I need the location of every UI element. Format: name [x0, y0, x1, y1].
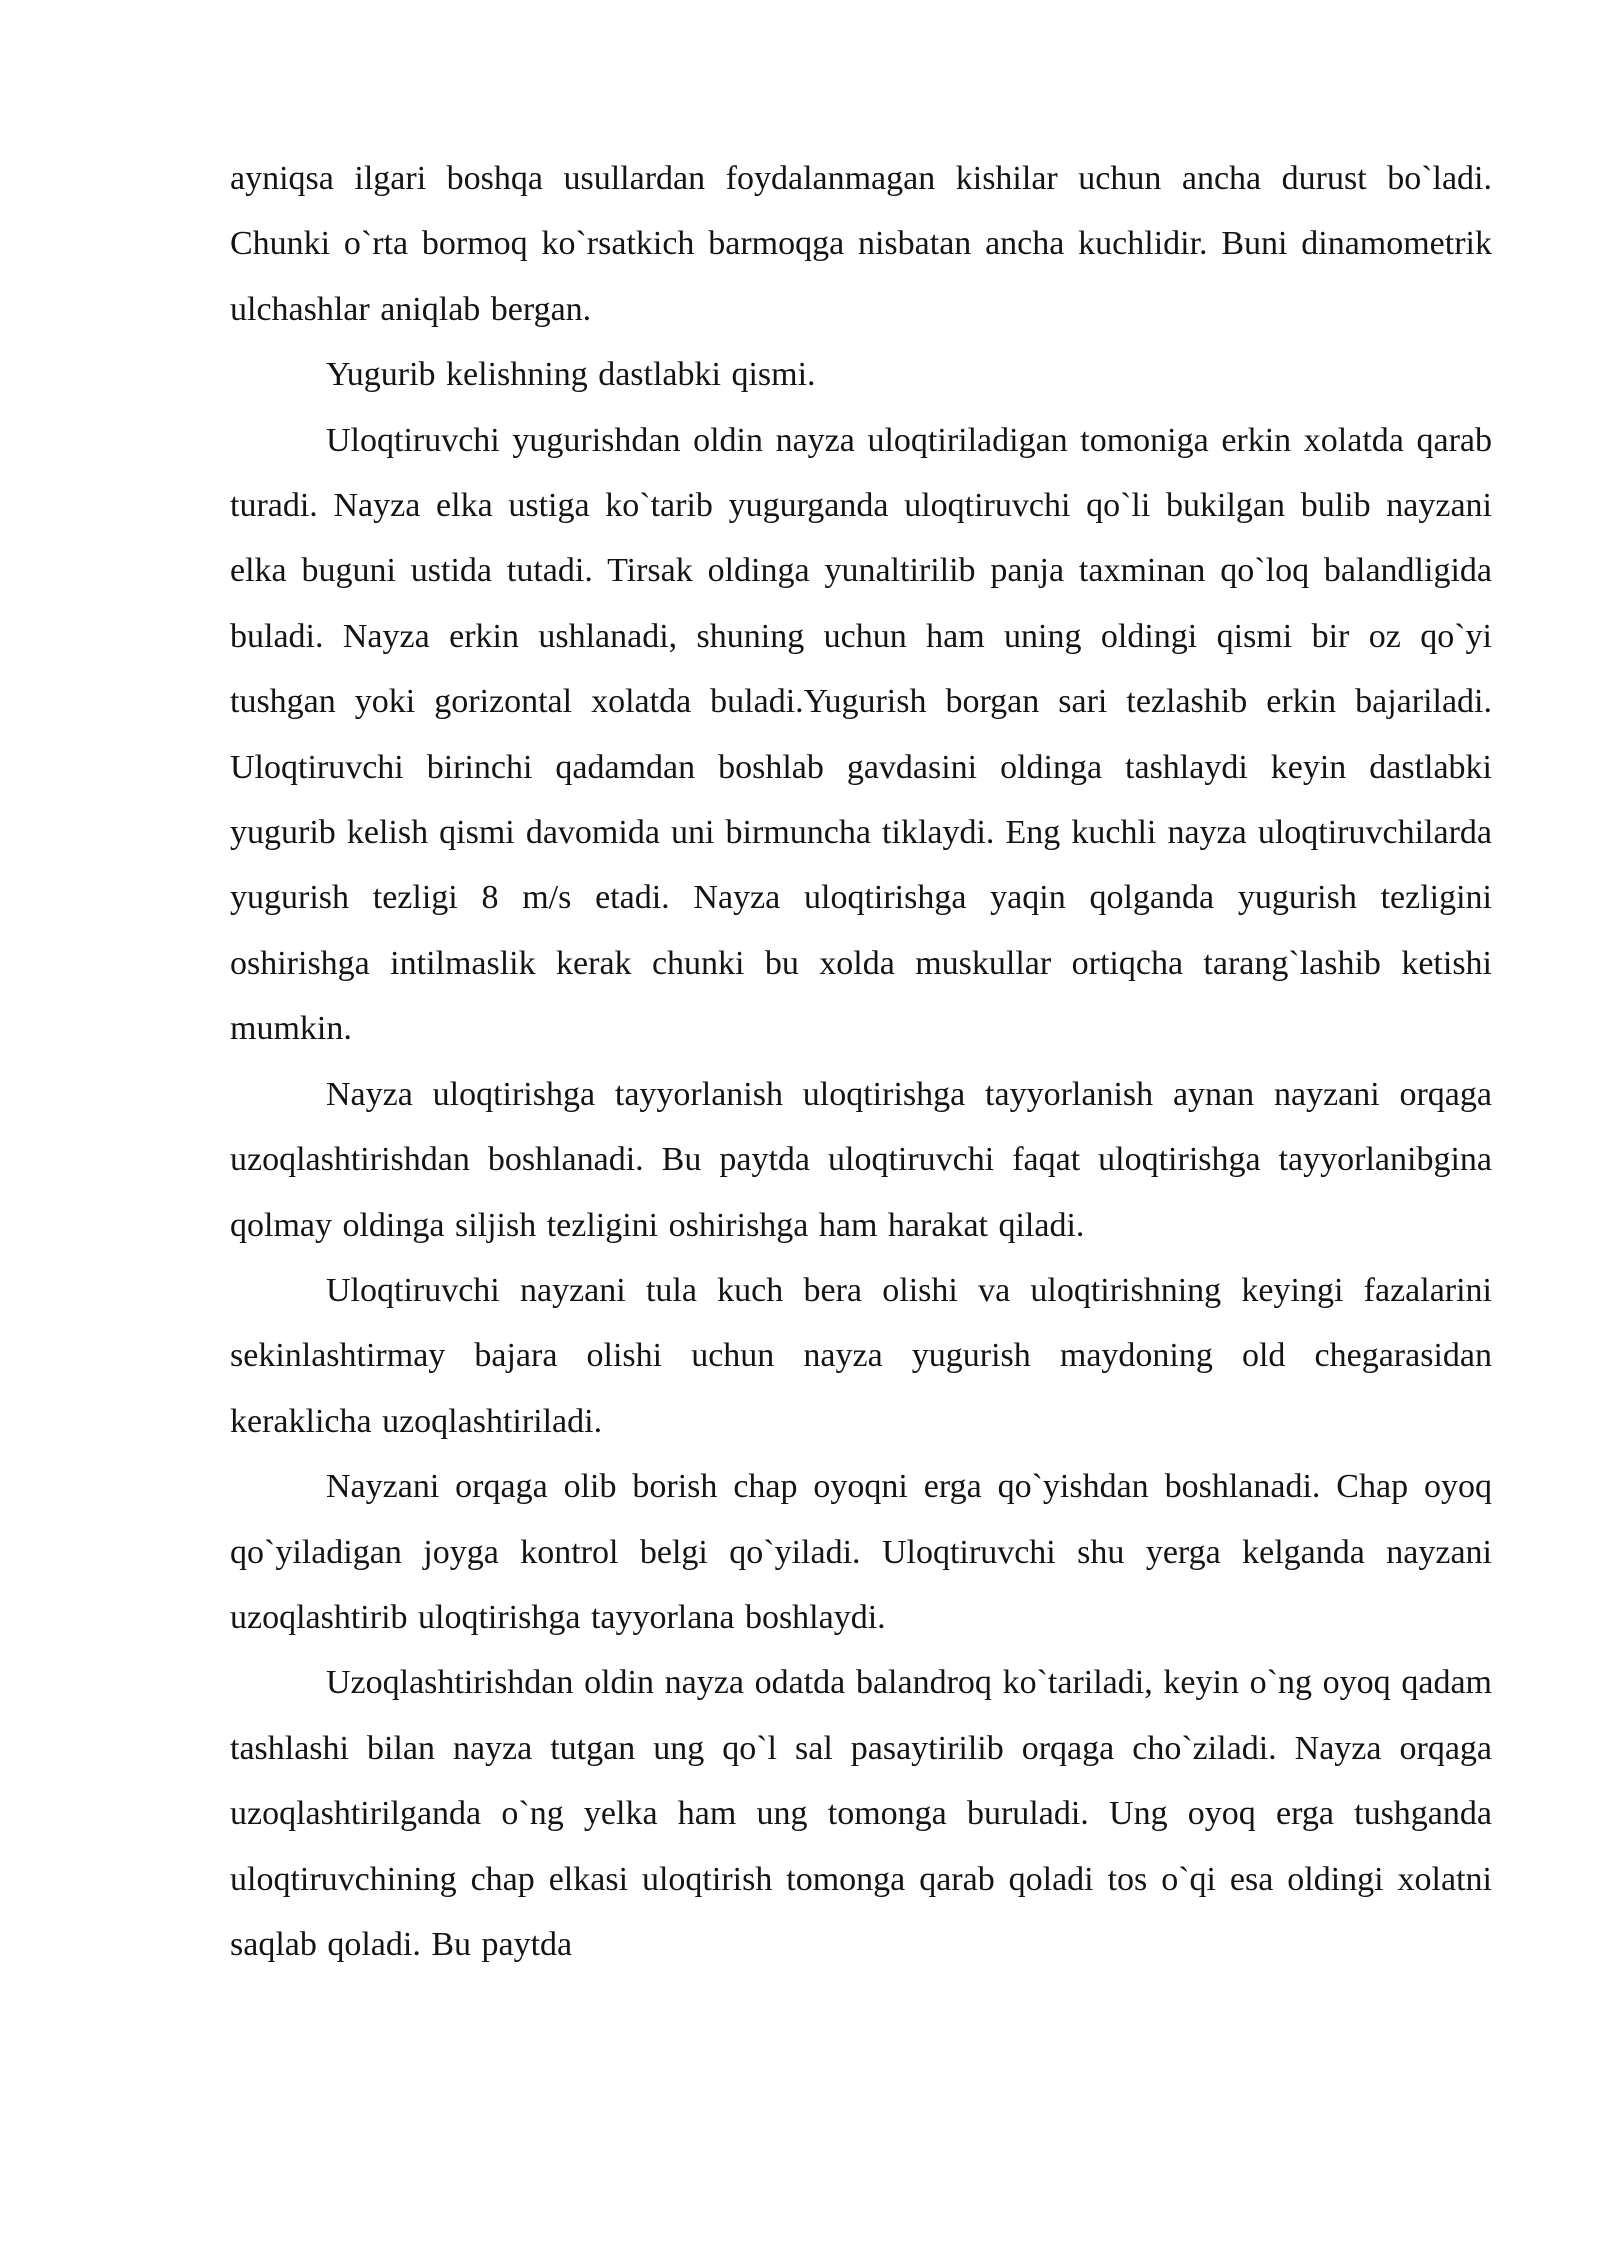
document-page [230, 146, 1492, 1977]
paragraph-5: Uloqtiruvchi nayzani tula kuch bera olishi va uloqtirishning keyingi fazalarini sekinlashtirmay bajara olishi uchun nayza yugurish maydoning old chegarasidan keraklicha uzoqlashtiriladi. [230, 1271, 1492, 1440]
paragraph-6: Nayzani orqaga olib borish chap oyoqni erga qo`yishdan boshlanadi. Chap oyoq qo`yiladigan joyga kontrol belgi qo`yiladi. Uloqtiruvchi shu yerga kelganda nayzani uzoqlashtirib uloqtirishga tayyorlana boshlaydi. [230, 1468, 1492, 1636]
paragraph-7: Uzoqlashtirishdan oldin nayza odatda balandroq ko`tariladi, keyin o`ng oyoq qadam tashlashi bilan nayza tutgan ung qo`l sal pasaytirilib orqaga cho`ziladi. Nayza orqaga uzoqlashtirilganda o`ng yelka ham ung tomonga buruladi. Ung oyoq erga tushganda uloqtiruvchining chap elkasi uloqtirish tomonga qarab qoladi tos o`qi esa oldingi xolatni saqlab qoladi. Bu paytda [230, 1664, 1492, 1963]
paragraph-3: Uloqtiruvchi yugurishdan oldin nayza uloqtiriladigan tomoniga erkin xolatda qarab turadi. Nayza elka ustiga ko`tarib yugurganda uloqtiruvchi qo`li bukilgan bulib nayzani elka buguni ustida tutadi. Tirsak oldinga yunaltirilib panja taxminan qo`loq balandligida buladi. Nayza erkin ushlanadi, shuning uchun ham uning oldingi qismi bir oz qo`yi tushgan yoki gorizontal xolatda buladi.Yugurish borgan sari tezlashib erkin bajariladi. Uloqtiruvchi birinchi qadamdan boshlab gavdasini oldinga tashlaydi keyin dastlabki yugurib kelish qismi davomida uni birmuncha tiklaydi. Eng kuchli nayza uloqtiruvchilarda yugurish tezligi 8 m/s etadi. Nayza uloqtirishga yaqin qolganda yugurish tezligini oshirishga intilmaslik kerak chunki bu xolda muskullar ortiqcha tarang`lashib ketishi mumkin. [230, 421, 1492, 1048]
paragraph-4: Nayza uloqtirishga tayyorlanish uloqtirishga tayyorlanish aynan nayzani orqaga uzoqlashtirishdan boshlanadi. Bu paytda uloqtiruvchi faqat uloqtirishga tayyorlanibgina qolmay oldinga siljish tezligini oshirishga ham harakat qiladi. [230, 1075, 1492, 1244]
paragraph-1: ayniqsa ilgari boshqa usullardan foydalanmagan kishilar uchun ancha durust bo`ladi. Chunki o`rta bormoq ko`rsatkich barmoqga nisbatan ancha kuchlidir. Buni dinamometrik ulchashlar aniqlab bergan. [230, 160, 1492, 328]
section-heading: Yugurib kelishning dastlabki qismi. [326, 356, 816, 394]
